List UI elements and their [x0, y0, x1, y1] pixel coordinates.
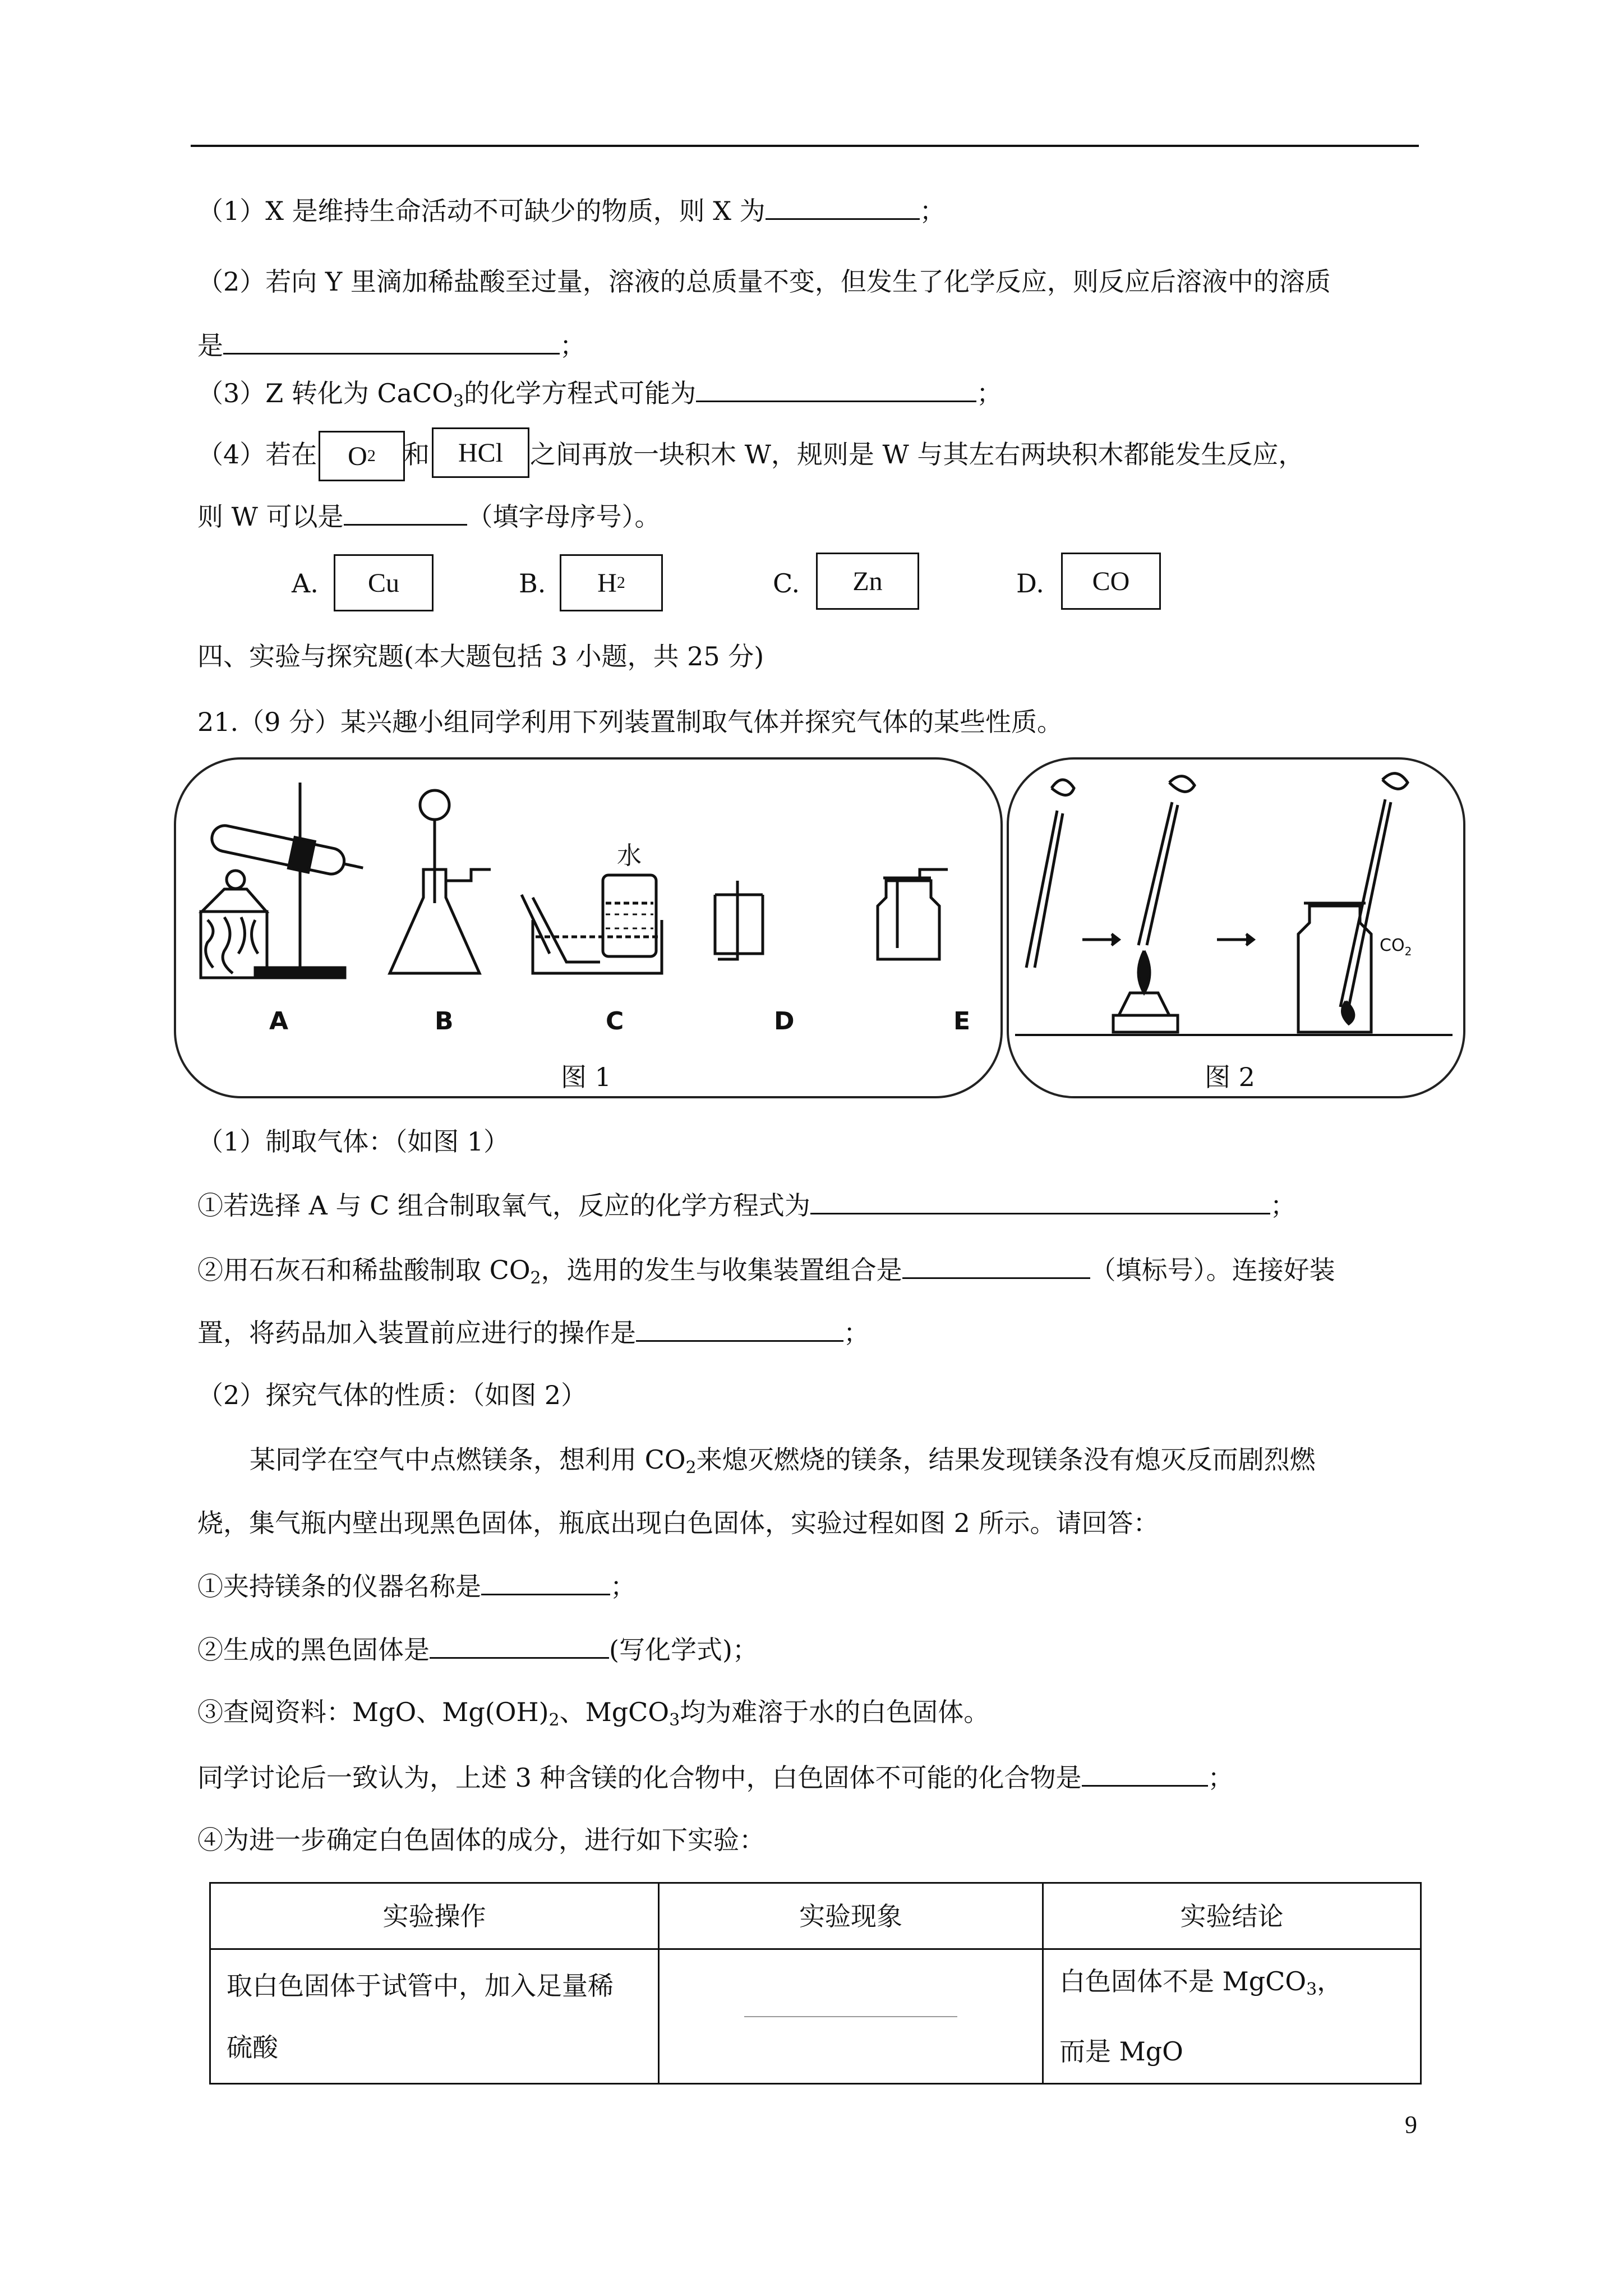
part-1-title: （1）制取气体：（如图 1） [197, 1126, 510, 1157]
part-2-title: （2）探究气体的性质：（如图 2） [197, 1380, 587, 1410]
header-rule [191, 145, 1419, 147]
part-2-b: ②生成的黑色固体是 (写化学式)； [197, 1632, 758, 1667]
answer-blank[interactable] [766, 194, 920, 220]
label-e: E [953, 1007, 971, 1036]
figure-1-apparatus [185, 769, 987, 1049]
answer-blank[interactable] [1082, 1760, 1208, 1787]
question-4-post: 之间再放一块积木 W，规则是 W 与其左右两块积木都能发生反应， [530, 439, 1304, 470]
water-label: 水 [617, 841, 642, 870]
page-number: 9 [1405, 2111, 1417, 2138]
part-2-c: ③查阅资料：MgO、$Mg(OH)_2$、MgCO$_3$均为难溶于水的白色固体。 [197, 1697, 990, 1730]
answer-blank[interactable] [696, 376, 976, 402]
option-a-letter: A. [292, 568, 319, 599]
table-header: 实验结论 [1043, 1883, 1421, 1949]
question-4-mid: 和 [404, 439, 430, 470]
option-d-letter: D. [1016, 568, 1044, 599]
label-d: D [774, 1007, 795, 1036]
figure-2-caption: 图 2 [1205, 1062, 1255, 1092]
question-4-line2: 则 W 可以是 （填字母序号）。 [197, 499, 661, 533]
co2-label: $CO_2$ [1380, 936, 1412, 958]
answer-blank[interactable] [744, 2016, 957, 2017]
table-cell-conclusion: 白色固体不是 MgCO$_3$， 而是 MgO [1043, 1949, 1421, 2084]
answer-blank[interactable] [810, 1188, 1270, 1214]
option-a-box[interactable]: Cu [334, 554, 434, 611]
question-1: （1）X 是维持生命活动不可缺少的物质，则 X 为 ； [197, 194, 946, 228]
table-cell-phenomenon[interactable] [659, 1949, 1043, 2084]
part-2-e: ④为进一步确定白色固体的成分，进行如下实验： [197, 1825, 765, 1855]
part-1-c: 置，将药品加入装置前应进行的操作是 ； [197, 1315, 869, 1350]
block-hcl: HCl [432, 427, 529, 478]
question-4-pre: （4）若在 [197, 439, 317, 470]
part-2-a: ①夹持镁条的仪器名称是 ； [197, 1569, 636, 1603]
table-row [210, 1949, 1421, 2084]
table-header-row [210, 1883, 1421, 1949]
question-2-line2: 是 ； [197, 328, 585, 362]
question-21-intro: 21.（9 分）某兴趣小组同学利用下列装置制取气体并探究气体的某些性质。 [197, 707, 1063, 737]
answer-blank[interactable] [636, 1315, 843, 1342]
answer-blank[interactable] [902, 1253, 1090, 1279]
figure-1-caption: 图 1 [561, 1062, 611, 1092]
table-cell-operation: 取白色固体于试管中，加入足量稀 硫酸 [210, 1949, 659, 2084]
option-c-letter: C. [773, 568, 800, 599]
part-2-d: 同学讨论后一致认为，上述 3 种含镁的化合物中，白色固体不可能的化合物是 ； [197, 1760, 1234, 1795]
answer-blank[interactable] [481, 1569, 610, 1595]
part-1-a: ①若选择 A 与 C 组合制取氧气，反应的化学方程式为 ； [197, 1188, 1296, 1222]
experiment-table [209, 1882, 1422, 2085]
option-d-box[interactable]: CO [1061, 553, 1161, 610]
answer-blank[interactable] [430, 1632, 609, 1659]
label-b: B [435, 1007, 454, 1036]
part-1-b: ②用石灰石和稀盐酸制取 $CO_2$，选用的发生与收集装置组合是 （填标号）。连接好装 [197, 1253, 1335, 1295]
question-3: （3）Z 转化为 CaCO$_3$的化学方程式可能为 ； [197, 376, 1002, 418]
block-o2: O 2 [319, 431, 405, 481]
part-2-para-1: 某同学在空气中点燃镁条，想利用 $CO_2$来熄灭燃烧的镁条，结果发现镁条没有熄灭反而剧烈燃 [250, 1444, 1316, 1478]
label-c: C [606, 1007, 624, 1036]
option-b-box[interactable]: H 2 [560, 554, 663, 611]
label-a: A [269, 1007, 289, 1036]
part-2-para-2: 烧，集气瓶内壁出现黑色固体，瓶底出现白色固体，实验过程如图 2 所示。请回答： [197, 1508, 1159, 1538]
section-title: 四、实验与探究题(本大题包括 3 小题，共 25 分) [197, 641, 764, 671]
figure-2-apparatus [1015, 766, 1453, 1041]
option-c-box[interactable]: Zn [816, 553, 919, 610]
answer-blank[interactable] [344, 499, 467, 526]
table-header: 实验操作 [210, 1883, 659, 1949]
answer-blank[interactable] [223, 328, 560, 355]
option-b-letter: B. [519, 568, 546, 599]
question-2-line1: （2）若向 Y 里滴加稀盐酸至过量，溶液的总质量不变，但发生了化学反应，则反应后溶液中的溶质 [197, 266, 1331, 297]
table-header: 实验现象 [659, 1883, 1043, 1949]
